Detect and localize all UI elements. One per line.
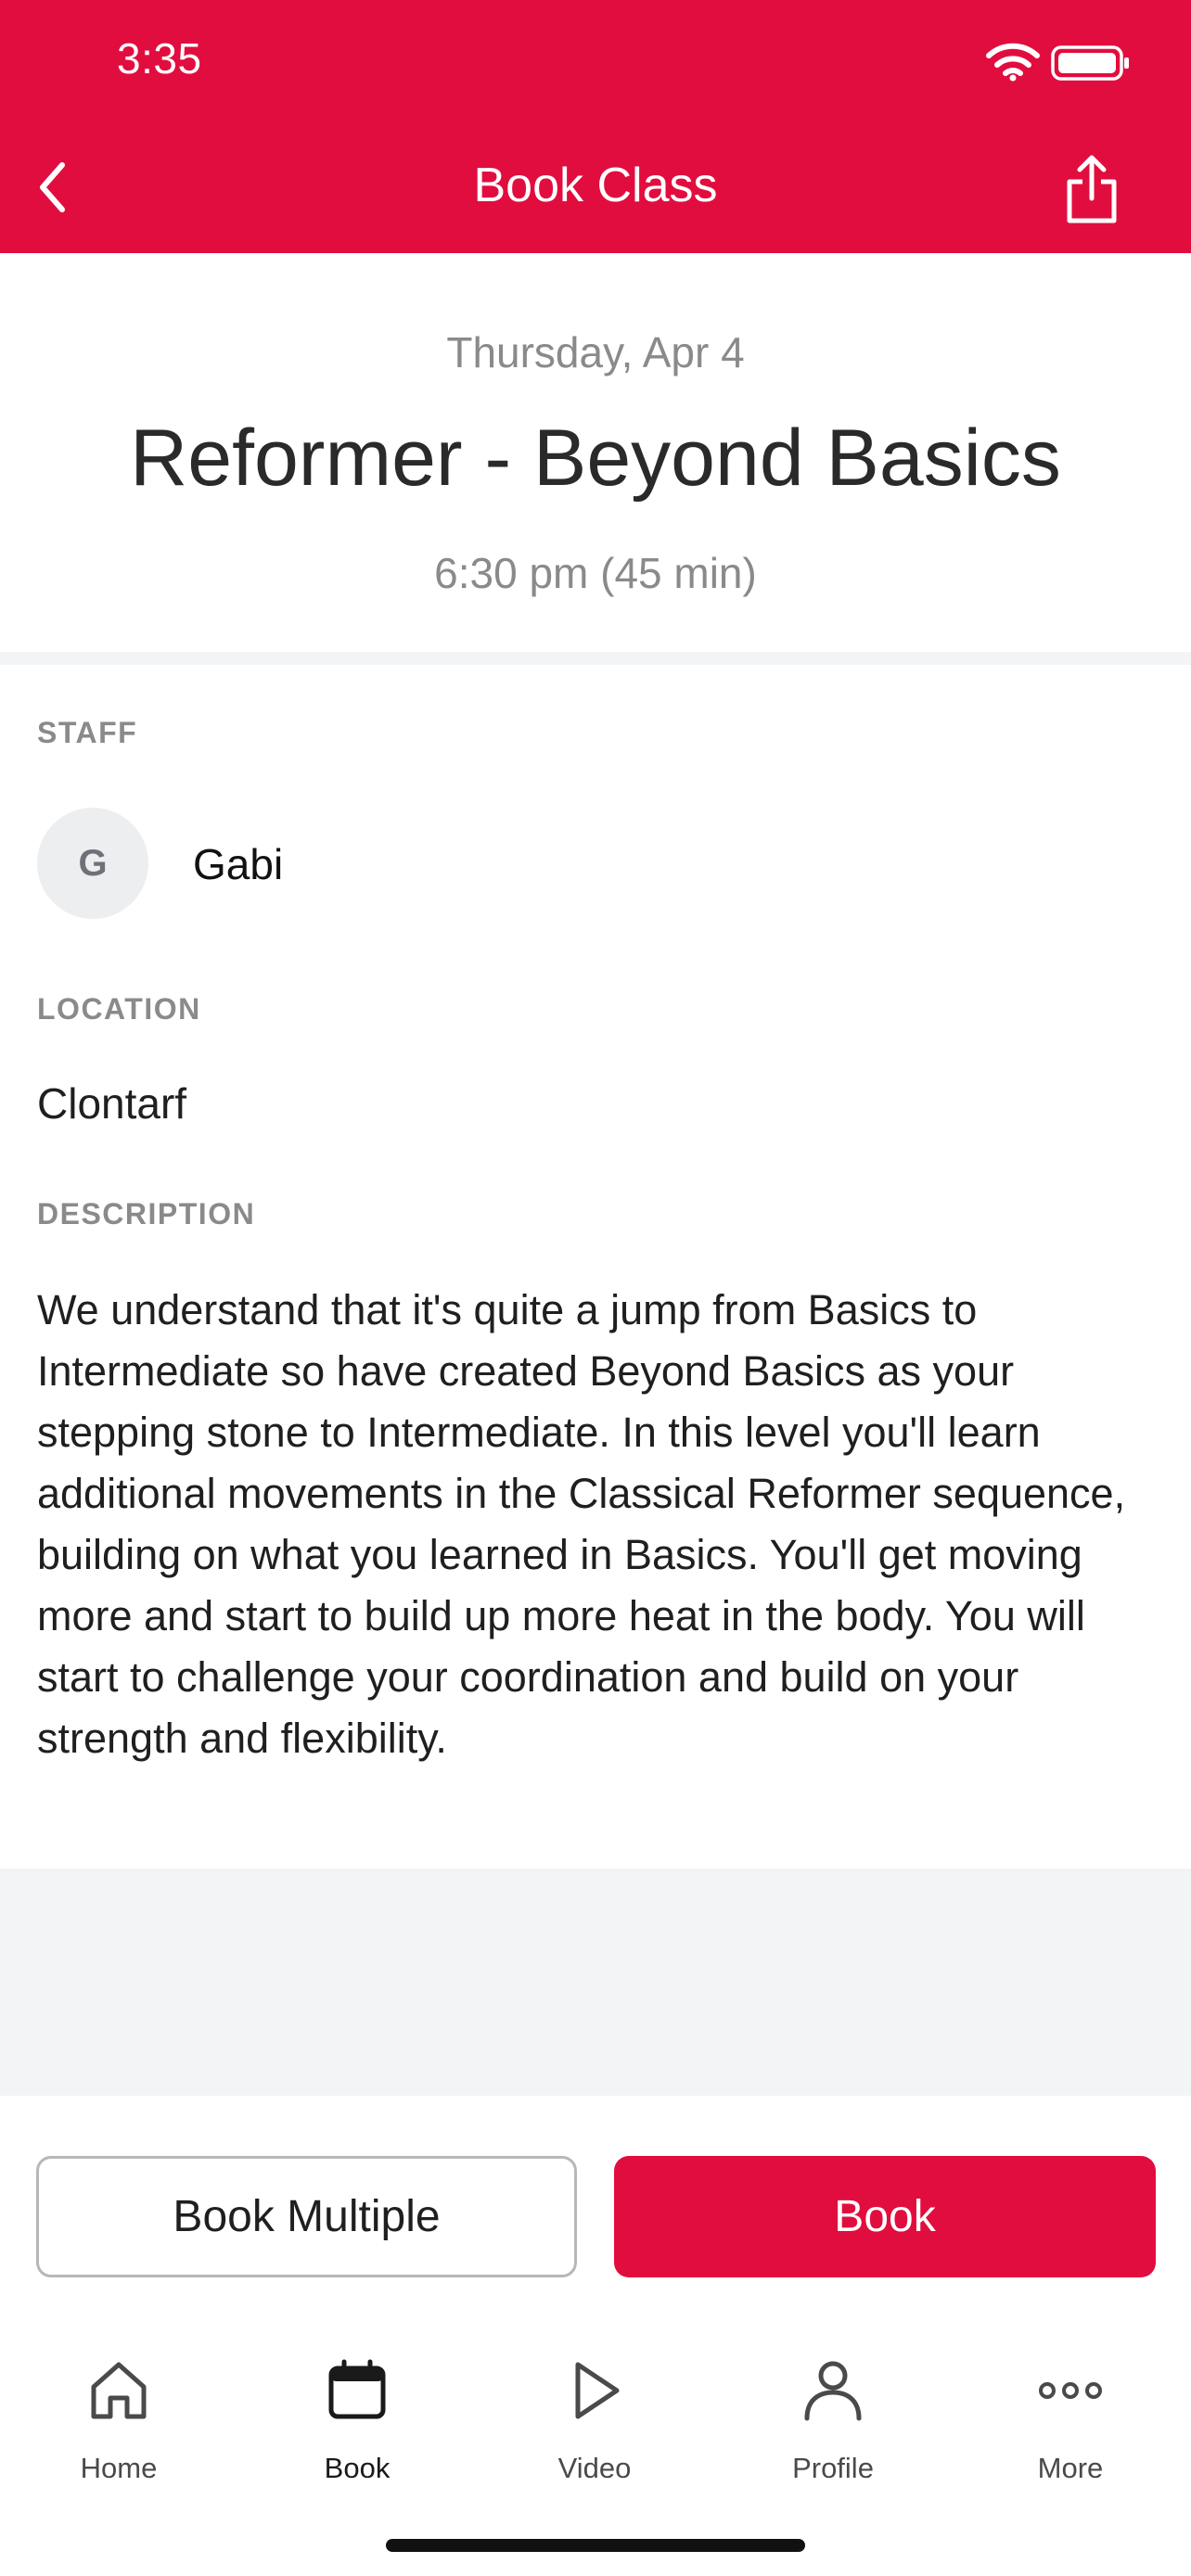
wifi-icon <box>986 43 1040 82</box>
tab-profile-label: Profile <box>792 2452 874 2484</box>
class-date: Thursday, Apr 4 <box>446 328 745 376</box>
more-icon <box>1038 2359 1103 2422</box>
status-time: 3:35 <box>117 34 202 83</box>
book-multiple-button[interactable]: Book Multiple <box>36 2156 577 2277</box>
class-description: We understand that it's quite a jump from Basics to Intermediate so have created Beyond Basics as your stepping stone to Intermediate. In this level you'll learn additional movements in the Classical Reformer sequence, building on what you learned in Basics. You'll get moving more and start to build up more heat in the body. You will start to challenge your coordination and build on your strength and flexibility. <box>37 1286 1126 1762</box>
class-title: Reformer - Beyond Basics <box>130 414 1061 503</box>
content-spacer <box>0 1868 1191 2096</box>
tab-home-label: Home <box>80 2452 158 2484</box>
battery-icon <box>1051 45 1131 82</box>
tab-home[interactable] <box>26 2337 211 2484</box>
tab-video-label: Video <box>557 2452 632 2484</box>
description-label: DESCRIPTION <box>37 1197 256 1231</box>
avatar[interactable]: G <box>37 808 148 919</box>
tab-bar <box>0 2337 1191 2504</box>
person-icon <box>802 2359 864 2422</box>
tab-book-label: Book <box>324 2452 391 2484</box>
class-summary <box>0 253 1191 652</box>
home-icon <box>88 2359 149 2422</box>
book-button[interactable]: Book <box>614 2156 1156 2277</box>
share-icon <box>1062 154 1121 224</box>
staff-label: STAFF <box>37 716 138 749</box>
tab-profile[interactable] <box>740 2337 926 2484</box>
play-icon <box>564 2359 625 2422</box>
tab-book[interactable] <box>264 2337 450 2484</box>
location-name: Clontarf <box>37 1079 187 1128</box>
tab-video[interactable] <box>502 2337 687 2484</box>
class-time: 6:30 pm (45 min) <box>434 549 757 597</box>
tab-more-label: More <box>1037 2452 1104 2484</box>
location-label: LOCATION <box>37 992 201 1026</box>
calendar-icon <box>327 2359 388 2422</box>
home-indicator[interactable] <box>386 2539 805 2552</box>
staff-name[interactable]: Gabi <box>193 840 284 888</box>
share-button[interactable] <box>1057 152 1126 226</box>
app-header <box>0 0 1191 253</box>
section-divider <box>0 652 1191 665</box>
tab-more[interactable] <box>978 2337 1163 2484</box>
page-title: Book Class <box>473 159 718 212</box>
